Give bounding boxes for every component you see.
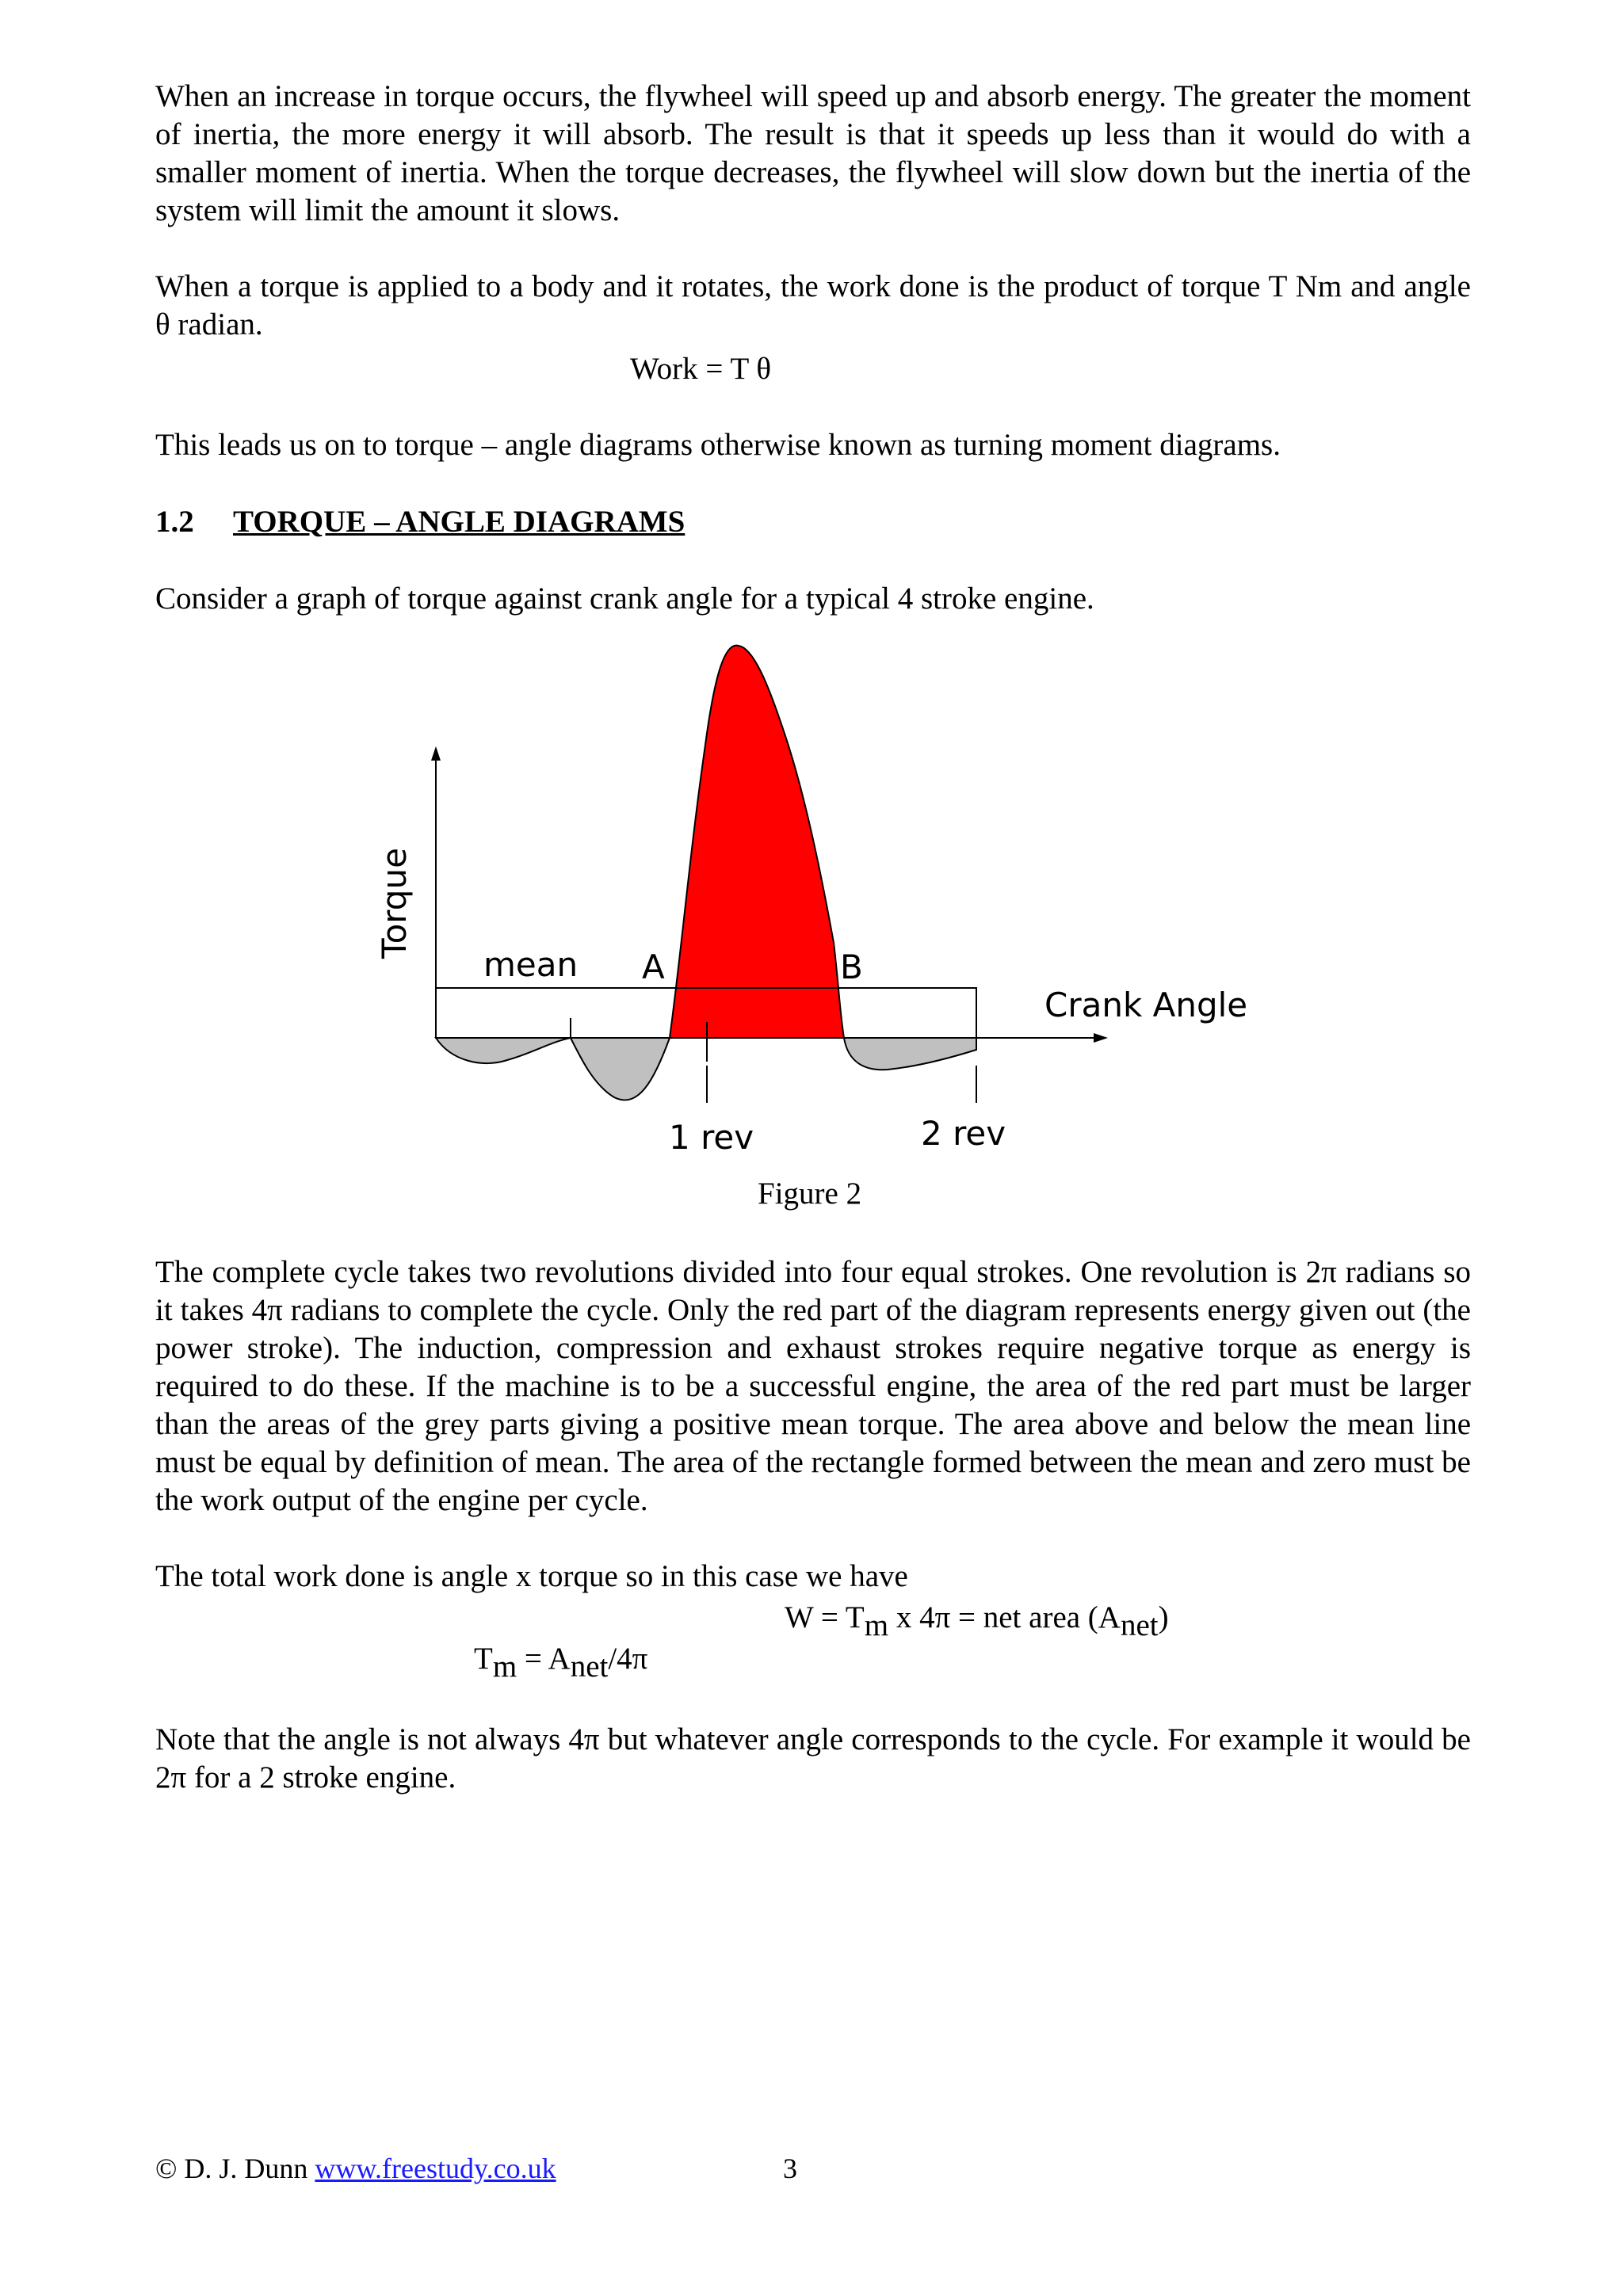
equation-tm-sub-m: m: [492, 1650, 517, 1684]
power-stroke-area: [670, 646, 844, 1038]
negative-torque-lobe-3: [844, 1038, 976, 1070]
paragraph-total-work: The total work done is angle x torque so in this case we have: [155, 1559, 908, 1593]
mean-label: mean: [483, 945, 579, 984]
negative-torque-lobe-2: [571, 1038, 670, 1100]
equation-tm-sub-net: net: [570, 1650, 609, 1684]
equation-w: [785, 1599, 1169, 1645]
section-title: TORQUE – ANGLE DIAGRAMS: [233, 505, 685, 539]
equation-w-part-b: x 4π = net area (A: [888, 1600, 1121, 1634]
footer-credit: [155, 2152, 556, 2185]
footer-author: © D. J. Dunn: [155, 2153, 315, 2184]
point-b-label: B: [840, 948, 863, 986]
point-a-label: A: [642, 948, 665, 986]
equation-w-part-a: W = T: [785, 1600, 865, 1634]
page-number: 3: [783, 2153, 797, 2184]
equation-tm-part-a: T: [474, 1642, 493, 1676]
negative-torque-lobe-1: [436, 1038, 571, 1063]
equation-w-sub-m: m: [864, 1608, 889, 1642]
paragraph-consider: Consider a graph of torque against crank angle for a typical 4 stroke engine.: [155, 582, 1094, 616]
torque-axis-label: Torque: [375, 848, 414, 959]
equation-work: Work = T θ: [630, 352, 772, 386]
tick-label-1-rev: 1 rev: [669, 1118, 754, 1157]
equation-w-part-c: ): [1158, 1600, 1169, 1634]
paragraph-note: Note that the angle is not always 4π but whatever angle corresponds to the cycle. For example it would be 2π for a 2 stroke engine.: [155, 1722, 1471, 1794]
crank-angle-axis-arrow-icon: [1094, 1033, 1108, 1043]
figure-caption: Figure 2: [758, 1177, 862, 1211]
section-heading: [155, 504, 685, 540]
paragraph-work: When a torque is applied to a body and it rotates, the work done is the product of torque T Nm and angle θ radian.: [155, 269, 1471, 341]
crank-angle-label: Crank Angle: [1044, 986, 1248, 1024]
paragraph-cycle: The complete cycle takes two revolutions divided into four equal strokes. One revolution is 2π radians so it takes 4π radians to complete the cycle. Only the red part of the diagram represents energy given out (the power stroke). The induction, compression and exhaust strokes require negative torque as energy is required to do these. If the machine is to be a successful engine, the area of the red part must be larger than the areas of the grey parts giving a positive mean torque. The area above and below the mean line must be equal by definition of mean. The area of the rectangle formed between the mean and zero must be the work output of the engine per cycle.: [155, 1255, 1471, 1517]
tick-label-2-rev: 2 rev: [921, 1114, 1006, 1153]
torque-axis-arrow-icon: [431, 746, 441, 761]
paragraph-intro-diagrams: This leads us on to torque – angle diagrams otherwise known as turning moment diagrams.: [155, 428, 1281, 462]
torque-angle-diagram: [349, 618, 1268, 1173]
equation-tm-part-b: = A: [517, 1642, 571, 1676]
section-number: 1.2: [155, 505, 194, 539]
footer-link[interactable]: www.freestudy.co.uk: [315, 2153, 556, 2184]
equation-tm: [474, 1640, 647, 1686]
equation-w-sub-net: net: [1120, 1608, 1159, 1642]
paragraph-flywheel: When an increase in torque occurs, the flywheel will speed up and absorb energy. The greater the moment of inertia, the more energy it will absorb. The result is that it speeds up less than it would do with a smaller moment of inertia. When the torque decreases, the flywheel will slow down but the inertia of the system will limit the amount it slows.: [155, 79, 1471, 227]
equation-tm-part-c: /4π: [608, 1642, 648, 1676]
